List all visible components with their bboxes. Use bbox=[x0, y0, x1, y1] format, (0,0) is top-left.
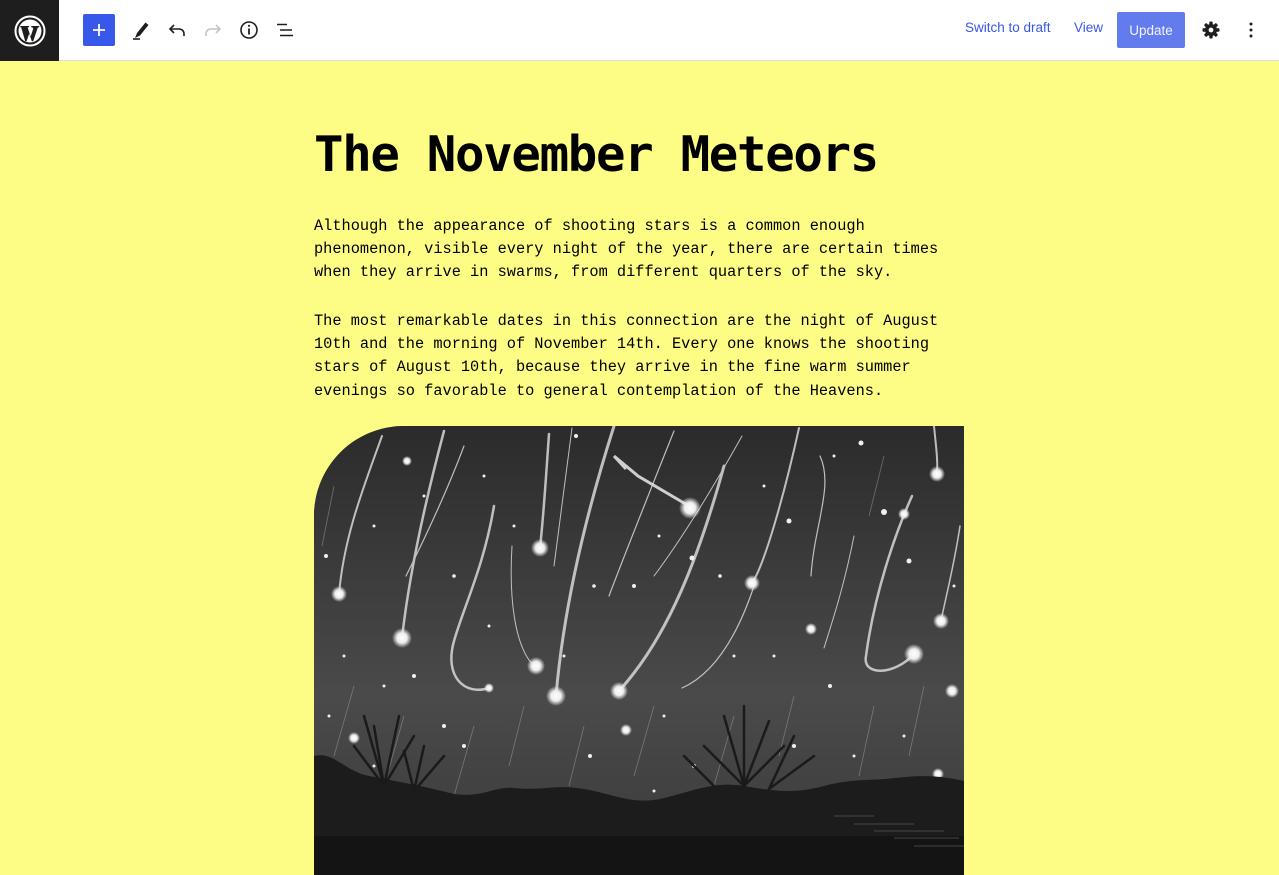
paragraph-block[interactable]: The most remarkable dates in this connection are the night of August 10th and the morning of November 14th. Every one knows the shooting stars of August 10th, because they arrive in the fine warm summer evenings so favorable to general contemplation of the Heavens. bbox=[314, 312, 939, 400]
wordpress-logo-icon[interactable] bbox=[0, 0, 59, 61]
info-icon bbox=[238, 19, 260, 41]
details-button[interactable] bbox=[233, 12, 265, 48]
post-title[interactable]: The November Meteors bbox=[314, 126, 879, 183]
undo-icon bbox=[166, 19, 188, 41]
gear-icon bbox=[1200, 19, 1222, 41]
view-button[interactable]: View bbox=[1074, 20, 1104, 35]
pencil-icon bbox=[130, 19, 152, 41]
tools-button[interactable] bbox=[125, 12, 157, 48]
meteor-illustration bbox=[314, 426, 964, 875]
plus-icon bbox=[91, 22, 107, 38]
meteor-shower-image[interactable] bbox=[314, 426, 964, 875]
paragraph-block[interactable]: Although the appearance of shooting stars is a common enough phenomenon, visible every night of the year, there are certain times when they arrive in swarms, from different quarters of the sky. bbox=[314, 217, 939, 282]
options-button[interactable] bbox=[1235, 12, 1267, 48]
settings-button[interactable] bbox=[1195, 12, 1227, 48]
add-block-button[interactable] bbox=[83, 14, 115, 46]
update-button[interactable]: Update bbox=[1117, 12, 1185, 48]
vertical-ellipsis-icon bbox=[1240, 19, 1262, 41]
editor-toolbar bbox=[0, 0, 1279, 61]
switch-to-draft-button[interactable]: Switch to draft bbox=[965, 20, 1051, 35]
redo-button[interactable] bbox=[197, 12, 229, 48]
list-view-icon bbox=[274, 19, 296, 41]
undo-button[interactable] bbox=[161, 12, 193, 48]
list-view-button[interactable] bbox=[269, 12, 301, 48]
redo-icon bbox=[202, 19, 224, 41]
